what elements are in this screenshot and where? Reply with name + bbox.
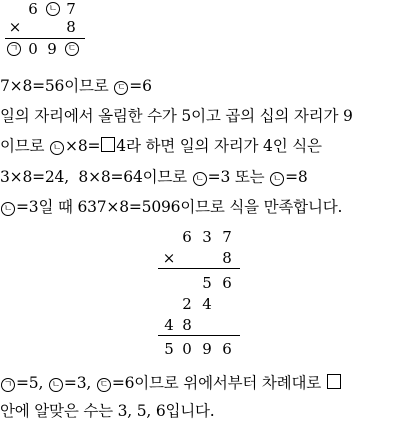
circled-digeut: ㄷ <box>65 42 79 56</box>
circled-nieun: ㄴ <box>46 2 60 16</box>
top-digit-8: 8 <box>66 18 76 36</box>
solution-line-2: 일의 자리에서 올림한 수가 5이고 곱의 십의 자리가 9 <box>0 107 353 125</box>
times-sign: × <box>8 18 22 36</box>
text: =6이므로 위에서부터 차례대로 <box>111 374 326 392</box>
rule <box>158 335 240 336</box>
text: =3, <box>63 374 96 392</box>
text: 이므로 <box>0 137 50 155</box>
top-digit-0: 0 <box>28 40 38 58</box>
solution-line-3 <box>0 136 322 156</box>
text: =6 <box>129 77 152 95</box>
top-digit-7: 7 <box>66 0 76 18</box>
circled-digeut: ㄷ <box>114 81 128 95</box>
circled-nieun: ㄴ <box>193 172 207 186</box>
top-digit-6: 6 <box>28 0 38 18</box>
circled-giyeok: ㄱ <box>1 378 15 392</box>
solution-line-4 <box>0 167 308 187</box>
blank-box <box>101 137 115 152</box>
circled-digeut: ㄷ <box>97 378 111 392</box>
digit: 5 <box>202 274 212 292</box>
solution-line-5 <box>0 197 342 217</box>
text: 3×8=24, 8×8=64이므로 <box>0 168 192 186</box>
digit: 2 <box>182 295 192 313</box>
solution-line-1 <box>0 76 152 96</box>
digit: 6 <box>222 274 232 292</box>
digit: 6 <box>182 228 192 246</box>
text: =3일 때 637×8=5096이므로 식을 만족합니다. <box>16 198 343 216</box>
text: =5, <box>16 374 48 392</box>
digit: 8 <box>182 316 192 334</box>
solution-line-6 <box>0 373 342 393</box>
circled-nieun: ㄴ <box>49 378 63 392</box>
digit: 7 <box>222 228 232 246</box>
solution-line-7: 안에 알맞은 수는 3, 5, 6입니다. <box>0 402 215 420</box>
times-sign: × <box>162 249 176 267</box>
blank-box <box>327 374 341 389</box>
text: =3 또는 <box>207 168 270 186</box>
circled-nieun: ㄴ <box>270 172 284 186</box>
text: 7×8=56이므로 <box>0 77 114 95</box>
digit: 8 <box>222 249 232 267</box>
digit: 6 <box>222 340 232 358</box>
text: 4라 하면 일의 자리가 4인 식은 <box>116 137 322 155</box>
circled-nieun: ㄴ <box>50 141 64 155</box>
rule <box>158 268 240 269</box>
circled-nieun: ㄴ <box>1 202 15 216</box>
digit: 0 <box>182 340 192 358</box>
digit: 5 <box>164 340 174 358</box>
top-digit-9: 9 <box>47 40 57 58</box>
digit: 4 <box>202 295 212 313</box>
top-rule <box>5 38 85 39</box>
digit: 9 <box>202 340 212 358</box>
text: =8 <box>285 168 308 186</box>
circled-giyeok: ㄱ <box>7 42 21 56</box>
digit: 4 <box>164 316 174 334</box>
digit: 3 <box>202 228 212 246</box>
text: ×8= <box>65 137 101 155</box>
